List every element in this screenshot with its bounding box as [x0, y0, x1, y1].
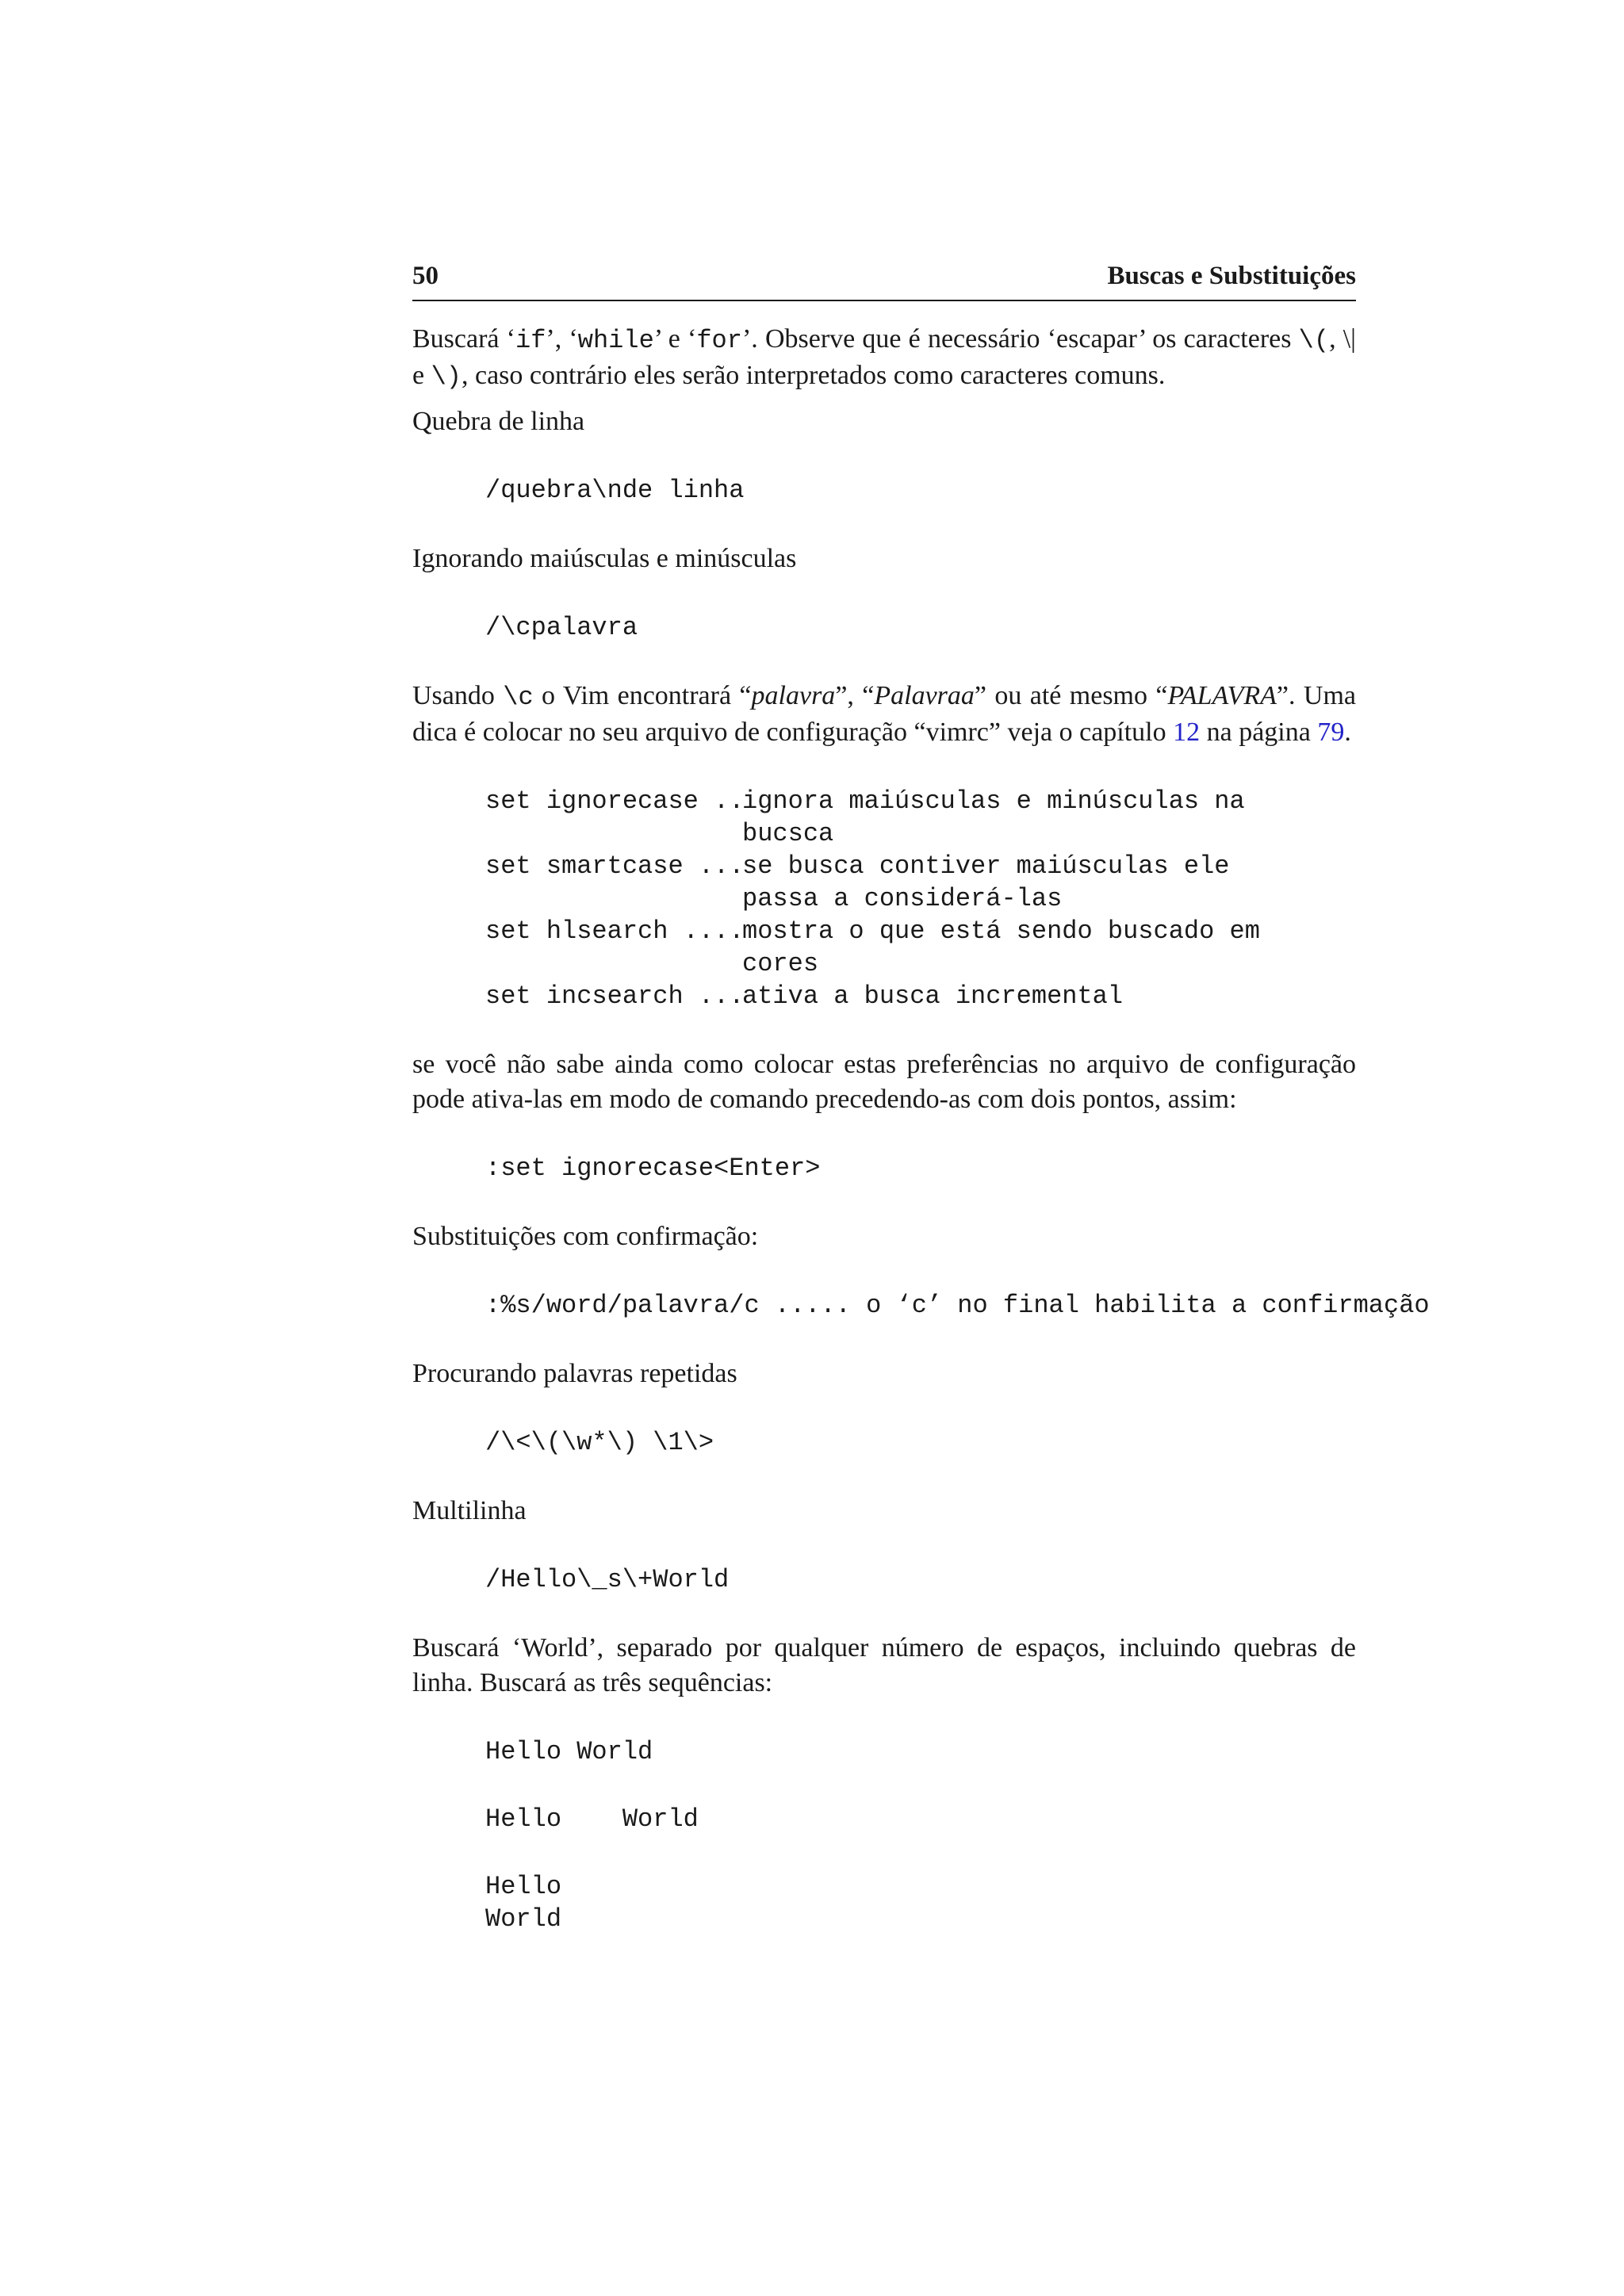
section-label-quebra: Quebra de linha	[412, 407, 585, 436]
inline-code: if	[515, 326, 546, 355]
text: o Vim encontrará “	[533, 681, 752, 710]
text: Usando	[412, 681, 504, 710]
page-content	[412, 322, 1430, 1935]
text: , caso contrário eles serão interpretados como caracteres comuns.	[462, 361, 1166, 390]
text: ’. Observe que é necessário ‘escapar’ os caracteres	[741, 324, 1299, 354]
example-1: Hello World	[485, 1737, 653, 1766]
inline-code: \c	[503, 683, 534, 712]
code-set-ignorecase: :set ignorecase<Enter>	[485, 1154, 821, 1183]
text: .	[1344, 718, 1351, 747]
option-row	[485, 785, 1356, 850]
italic-text: Palavraa	[874, 681, 975, 710]
option-row	[485, 915, 1356, 980]
text: ’ e ‘	[653, 324, 697, 354]
italic-text: PALAVRA	[1167, 681, 1277, 710]
example-2: Hello World	[485, 1804, 699, 1834]
section-label-multilinha: Multilinha	[412, 1496, 527, 1525]
text: na página	[1200, 718, 1318, 747]
example-3-line-1: Hello	[485, 1872, 562, 1901]
document-page	[412, 262, 1430, 1935]
paragraph-usando	[412, 679, 1356, 750]
text: , \| e	[412, 324, 1356, 390]
options-list	[412, 785, 1356, 1012]
paragraph-preferencias: se você não sabe ainda como colocar estas preferências no arquivo de configuração pode ativa-las em modo de comando precedendo-as com dois pontos, assim:	[412, 1050, 1356, 1114]
paragraph-world: Buscará ‘World’, separado por qualquer número de espaços, incluindo quebras de linha. Buscará as três sequências:	[412, 1633, 1356, 1697]
inline-code: \)	[431, 362, 462, 392]
inline-code: while	[577, 326, 654, 355]
option-value: ativa a busca incremental	[742, 982, 1124, 1011]
inline-code: \(	[1298, 326, 1330, 355]
code-multilinha: /Hello\_s\+World	[485, 1565, 730, 1594]
option-key: set smartcase ...	[485, 851, 745, 881]
example-3-line-2: World	[485, 1904, 562, 1934]
option-value: mostra o que está sendo buscado em cores	[742, 916, 1260, 978]
option-value: se busca contiver maiúsculas ele passa a considerá-las	[742, 851, 1230, 913]
option-value: ignora maiúsculas e minúsculas na bucsca	[742, 786, 1245, 848]
option-key: set ignorecase ..	[485, 786, 745, 816]
chapter-link[interactable]: 12	[1173, 718, 1201, 747]
option-row	[485, 850, 1356, 915]
text: ”. Uma dica é colocar no seu arquivo de configuração “vimrc” veja o capítulo	[412, 681, 1356, 747]
page-number: 50	[412, 262, 439, 290]
page-header	[412, 262, 1356, 301]
running-title: Buscas e Substituições	[1107, 262, 1356, 290]
inline-code: for	[696, 326, 742, 355]
option-row	[485, 980, 1356, 1012]
italic-text: palavra	[751, 681, 836, 710]
option-key: set incsearch ...	[485, 982, 745, 1011]
code-quebra: /quebra\nde linha	[485, 476, 745, 505]
section-label-ignorando: Ignorando maiúsculas e minúsculas	[412, 544, 797, 573]
text: Buscará ‘	[412, 324, 516, 354]
section-label-confirmacao: Substituições com confirmação:	[412, 1222, 759, 1251]
option-key: set hlsearch ....	[485, 916, 745, 946]
section-label-repetidas: Procurando palavras repetidas	[412, 1359, 737, 1388]
page-link[interactable]: 79	[1317, 718, 1345, 747]
code-repetidas: /\<\(\w*\) \1\>	[485, 1428, 714, 1457]
paragraph-escapes	[412, 322, 1356, 395]
code-confirmacao: :%s/word/palavra/c ..... o ‘c’ no final habilita a confirmação	[485, 1291, 1430, 1320]
text: ”, “	[835, 681, 875, 710]
text: ” ou até mesmo “	[974, 681, 1168, 710]
text: ’, ‘	[546, 324, 578, 354]
code-ignorando: /\cpalavra	[485, 613, 638, 642]
